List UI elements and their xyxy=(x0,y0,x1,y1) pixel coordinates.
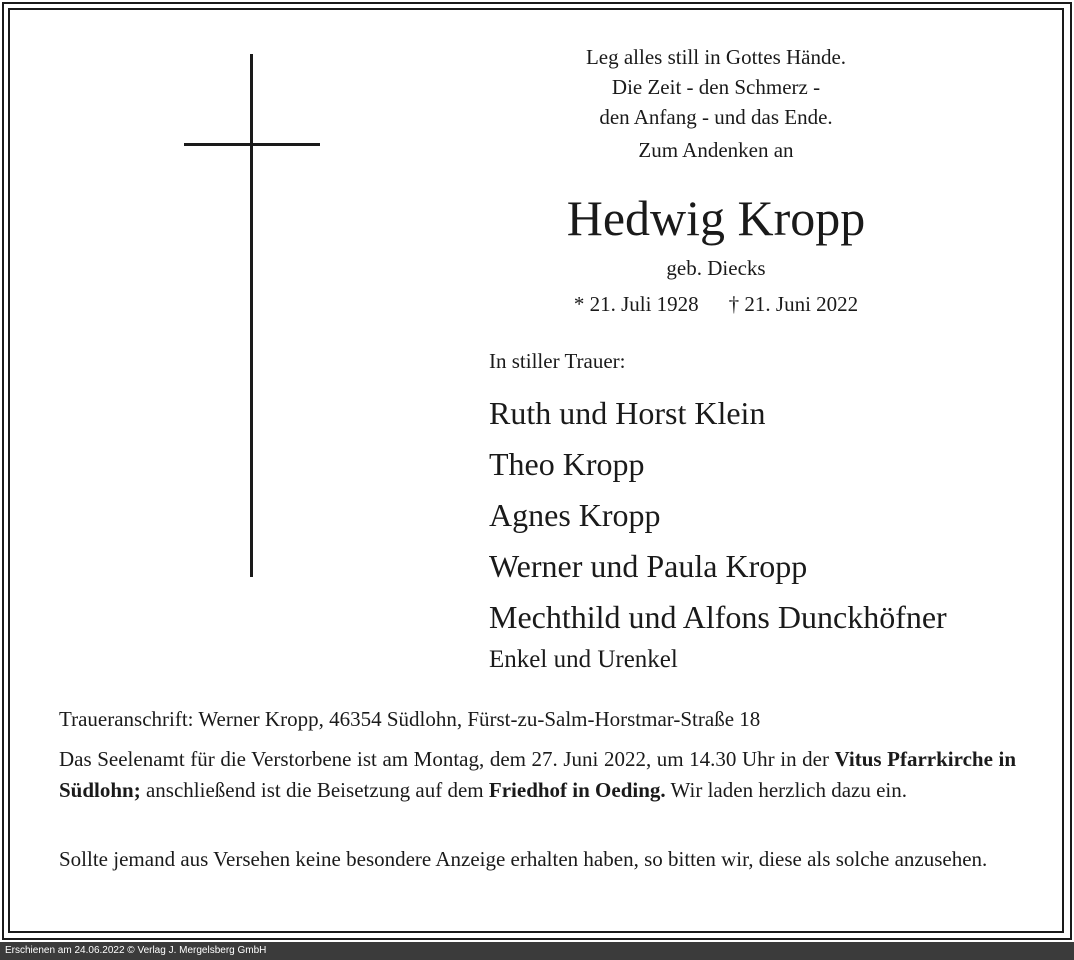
cross-icon-beam xyxy=(184,143,320,146)
cross-icon xyxy=(250,54,253,577)
service-info xyxy=(59,744,1016,806)
mourning-address: Traueranschrift: Werner Kropp, 46354 Südlohn, Fürst-zu-Salm-Horstmar-Straße 18 xyxy=(59,707,761,731)
publication-footer: Erschienen am 24.06.2022 © Verlag J. Mergelsberg GmbH xyxy=(0,942,1074,960)
mourner-name: Agnes Kropp xyxy=(489,497,661,533)
mourner-name: Ruth und Horst Klein xyxy=(489,395,766,431)
mourner-name: Theo Kropp xyxy=(489,446,645,482)
life-dates xyxy=(490,292,942,317)
poem-line: den Anfang - und das Ende. xyxy=(599,105,833,129)
mourner-name: Mechthild und Alfons Dunckhöfner xyxy=(489,599,947,635)
mourner-name: Werner und Paula Kropp xyxy=(489,548,808,584)
service-text: Wir laden herzlich dazu ein. xyxy=(665,778,907,802)
birth-date: * 21. Juli 1928 xyxy=(573,292,699,316)
notice-text: Sollte jemand aus Versehen keine besondere Anzeige erhalten haben, so bitten wir, diese als solche anzusehen. xyxy=(59,847,988,871)
cemetery-name: Friedhof in Oeding. xyxy=(488,778,666,802)
death-date: † 21. Juni 2022 xyxy=(728,292,859,316)
andenken-label: Zum Andenken an xyxy=(638,138,794,162)
poem-line: Die Zeit - den Schmerz - xyxy=(611,75,821,99)
birth-name: geb. Diecks xyxy=(666,256,766,280)
mourning-intro: In stiller Trauer: xyxy=(489,349,626,373)
mourners-list xyxy=(489,346,947,681)
deceased-name: Hedwig Kropp xyxy=(566,190,866,246)
poem-line: Leg alles still in Gottes Hände. xyxy=(585,45,847,69)
mourner-others: Enkel und Urenkel xyxy=(489,646,678,673)
service-text: Das Seelenamt für die Verstorbene ist am Montag, dem 27. Juni 2022, um 14.30 Uhr in der xyxy=(59,747,835,771)
poem xyxy=(490,42,942,132)
church-name: Vitus Pfarrkirche in Südlohn; xyxy=(59,747,1016,802)
service-text: anschließend ist die Beisetzung auf dem xyxy=(140,778,489,802)
